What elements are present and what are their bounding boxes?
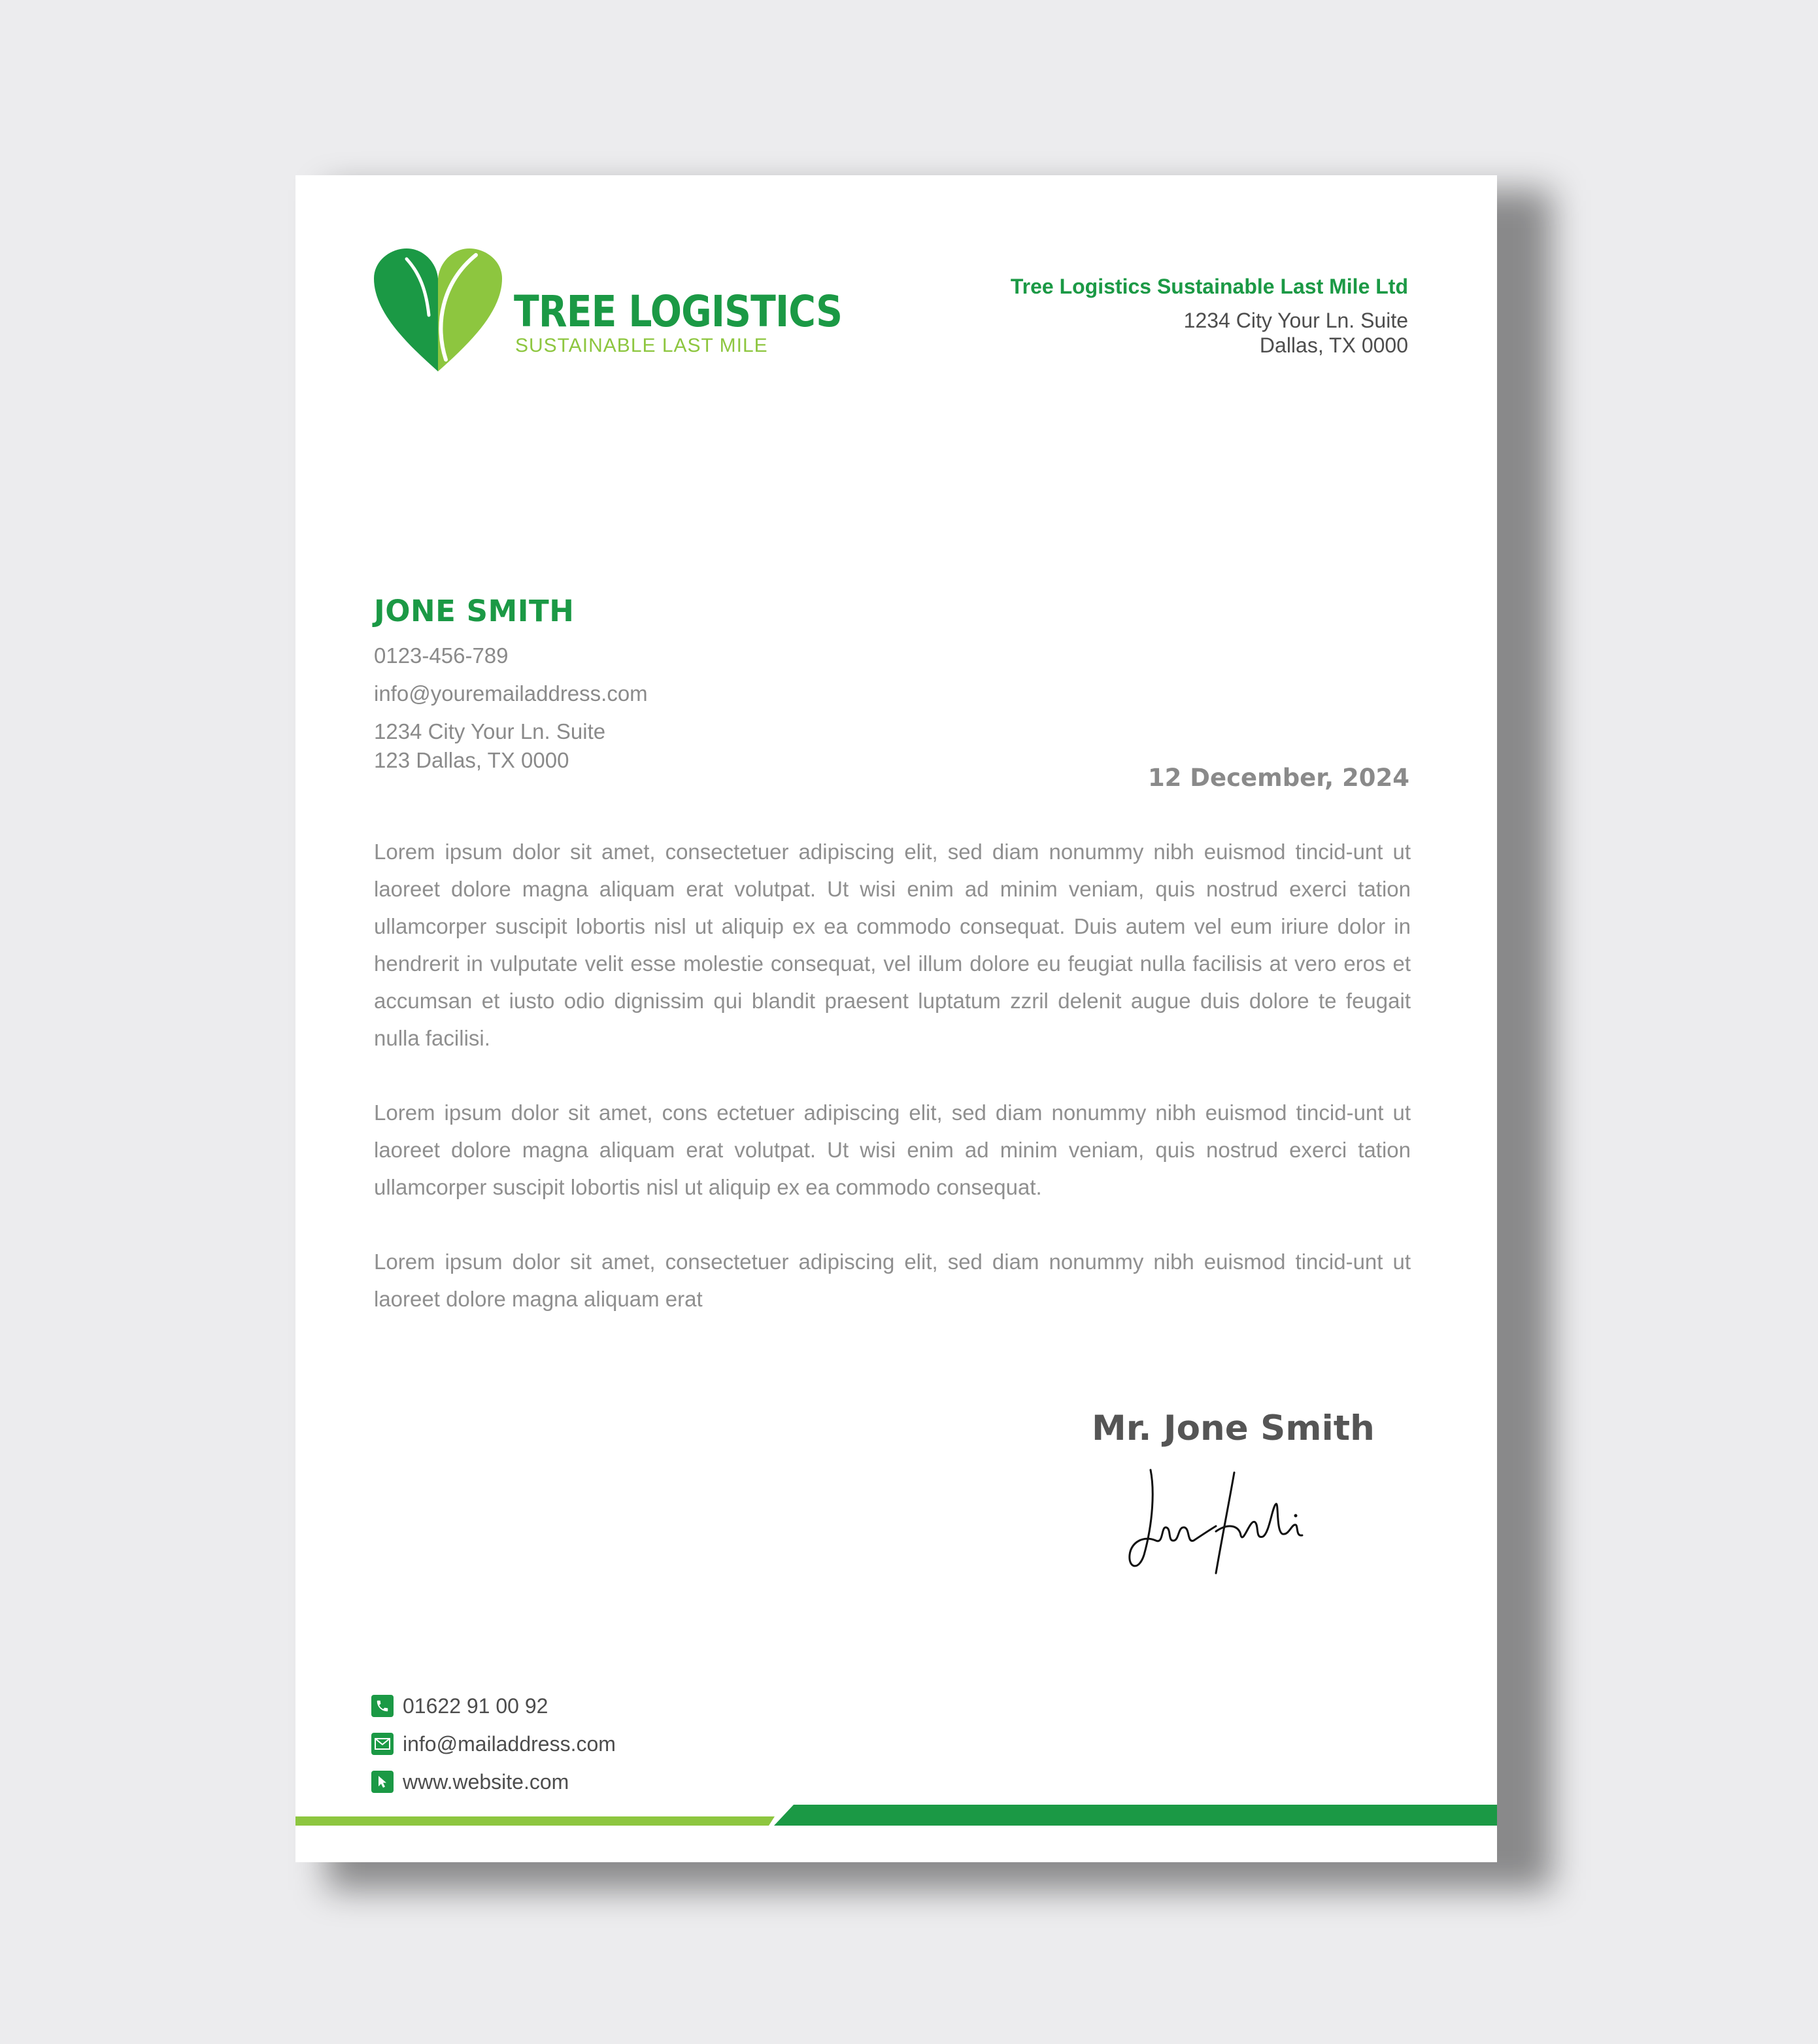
brand-tagline: SUSTAINABLE LAST MILE bbox=[515, 335, 768, 356]
letter-date: 12 December, 2024 bbox=[1147, 764, 1409, 792]
footer-website-row bbox=[371, 1763, 616, 1801]
footer-phone: 01622 91 00 92 bbox=[403, 1694, 548, 1718]
envelope-icon bbox=[371, 1733, 394, 1755]
company-address-line2: Dallas, TX 0000 bbox=[1259, 333, 1408, 357]
recipient-block bbox=[374, 594, 648, 775]
footer-email-row bbox=[371, 1725, 616, 1763]
footer-website: www.website.com bbox=[403, 1769, 569, 1794]
signer-name: Mr. Jone Smith bbox=[1092, 1408, 1375, 1448]
company-logo bbox=[373, 247, 843, 378]
company-name: Tree Logistics Sustainable Last Mile Ltd bbox=[1010, 275, 1408, 298]
footer-email: info@mailaddress.com bbox=[403, 1731, 616, 1756]
company-address-line1: 1234 City Your Ln. Suite bbox=[1183, 309, 1408, 332]
phone-icon bbox=[371, 1695, 394, 1717]
brand-name: TREE LOGISTICS bbox=[514, 286, 843, 337]
recipient-name: JONE SMITH bbox=[374, 594, 575, 628]
leaf-heart-icon bbox=[373, 247, 503, 378]
letter-body bbox=[374, 833, 1411, 1355]
recipient-phone: 0123-456-789 bbox=[374, 643, 509, 668]
footer-contacts bbox=[371, 1687, 616, 1801]
handwritten-signature bbox=[1124, 1463, 1314, 1581]
company-address-block bbox=[1011, 275, 1408, 358]
footer-stripes bbox=[295, 1802, 1497, 1828]
recipient-email: info@youremailaddress.com bbox=[374, 681, 648, 706]
cursor-icon bbox=[371, 1771, 394, 1793]
body-paragraph-2: Lorem ipsum dolor sit amet, cons ectetuer adipiscing elit, sed diam nonummy nibh euismod tincid-unt ut laoreet dolore magna aliquam erat volutpat. Ut wisi enim ad minim veniam, quis nostrud exerci tation ullamcorper suscipit lobortis nisl ut aliquip ex ea commodo consequat. bbox=[374, 1100, 1411, 1199]
recipient-address-line1: 1234 City Your Ln. Suite bbox=[374, 719, 606, 743]
recipient-address-line2: 123 Dallas, TX 0000 bbox=[374, 748, 569, 772]
body-paragraph-1: Lorem ipsum dolor sit amet, consectetuer adipiscing elit, sed diam nonummy nibh euismod tincid-unt ut laoreet dolore magna aliquam erat volutpat. Ut wisi enim ad minim veniam, quis nostrud exerci tation ullamcorper suscipit lobortis nisl ut aliquip ex ea commodo consequat. Duis autem vel eum iriure dolor in hendrerit in vulputate velit esse molestie consequat, vel illum dolore eu feugiat nulla facilisis at vero eros et accumsan et iusto odio dignissim qui blandit praesent luptatum zzril delenit augue duis dolore te feugait nulla facilisi. bbox=[374, 840, 1411, 1050]
body-paragraph-3: Lorem ipsum dolor sit amet, consectetuer adipiscing elit, sed diam nonummy nibh euismod tincid-unt ut laoreet dolore magna aliquam erat bbox=[374, 1250, 1411, 1311]
letterhead-page bbox=[295, 175, 1497, 1862]
footer-phone-row bbox=[371, 1687, 616, 1725]
